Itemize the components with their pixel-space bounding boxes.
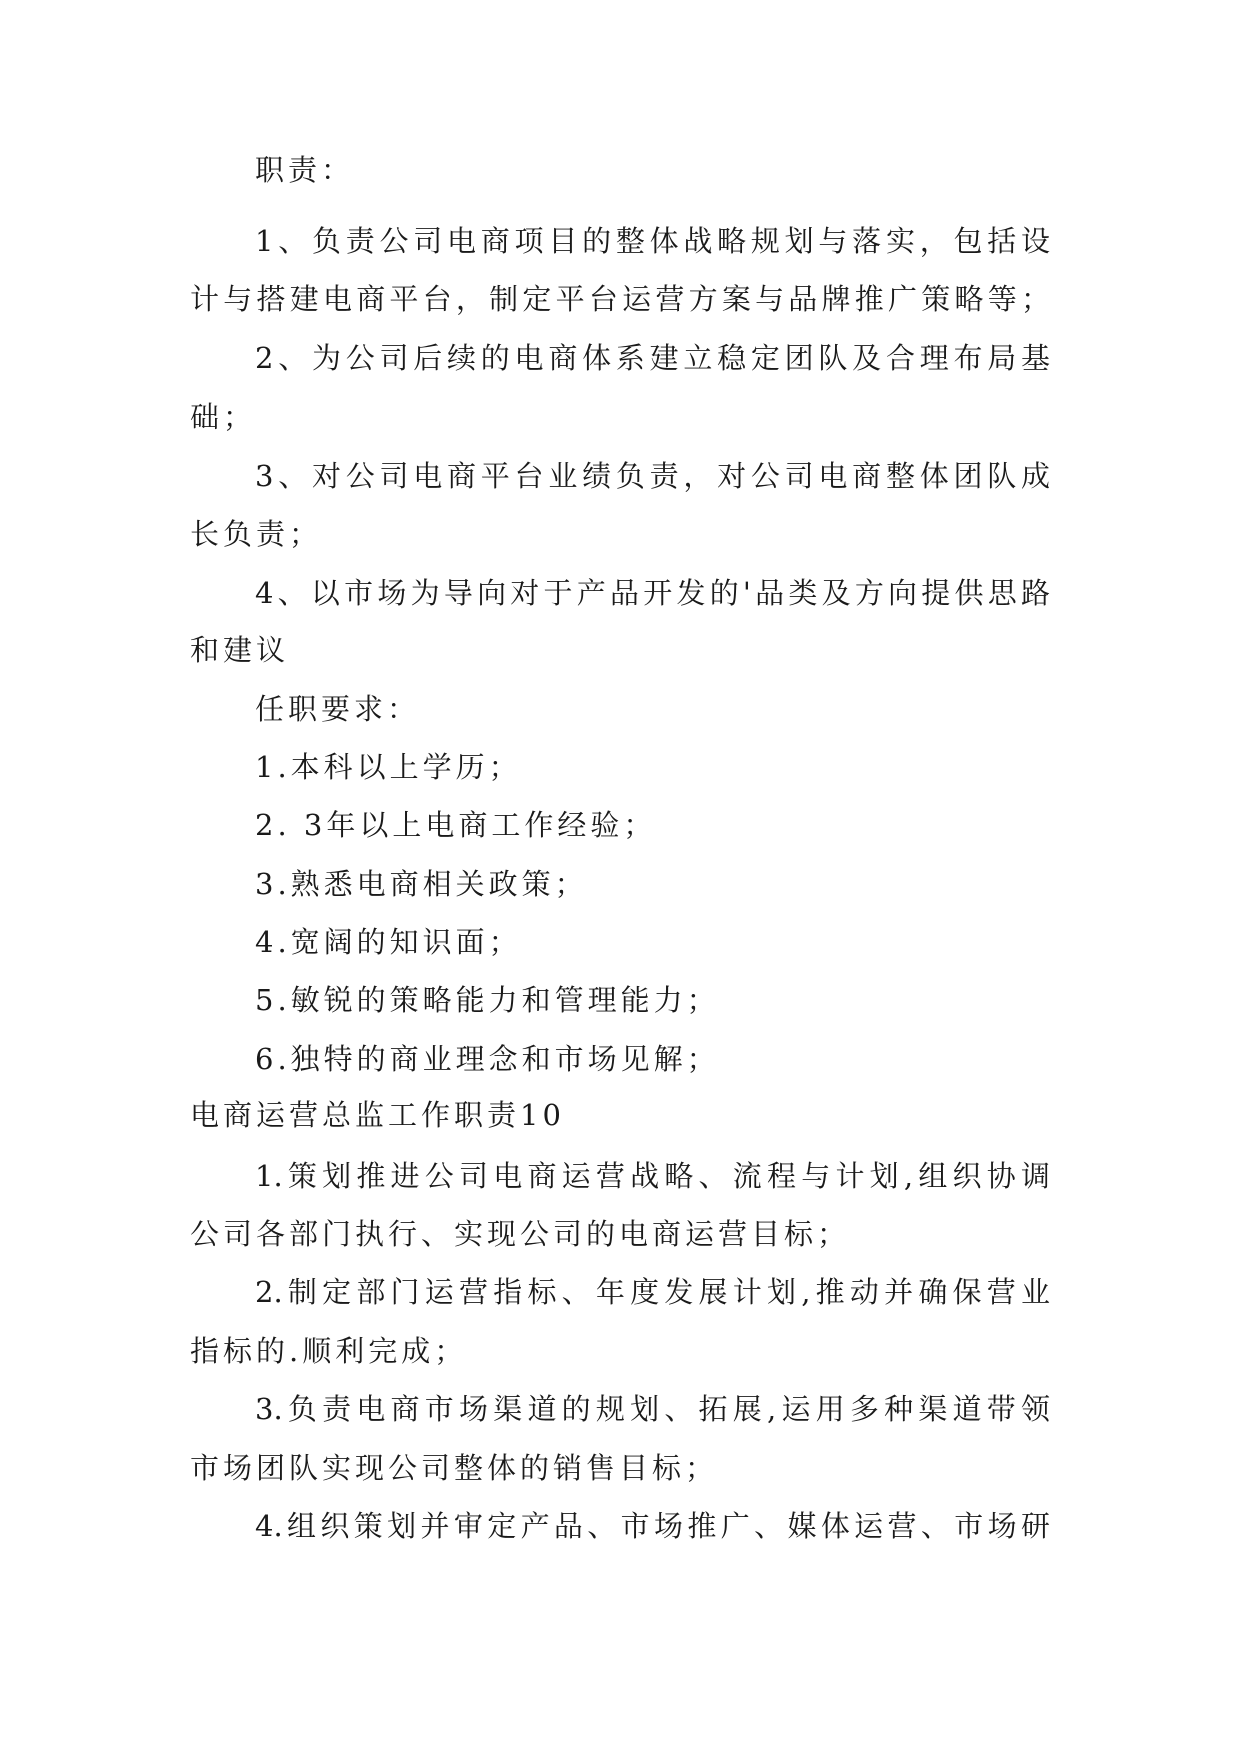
text-line: 和建议 bbox=[190, 633, 290, 667]
text-line: 4、以市场为导向对于产品开发的'品类及方向提供思路 bbox=[255, 576, 1050, 610]
text-line: 2、为公司后续的电商体系建立稳定团队及合理布局基 bbox=[255, 341, 1050, 375]
text-line: 任职要求： bbox=[255, 692, 421, 726]
section-heading: 电商运营总监工作职责10 bbox=[190, 1098, 565, 1132]
text-line: 市场团队实现公司整体的销售目标； bbox=[190, 1451, 719, 1485]
text-line: 2.制定部门运营指标、年度发展计划,推动并确保营业 bbox=[255, 1275, 1050, 1309]
text-line: 2. 3年以上电商工作经验； bbox=[255, 808, 657, 842]
text-line: 指标的.顺利完成； bbox=[190, 1334, 468, 1368]
text-line: 公司各部门执行、实现公司的电商运营目标； bbox=[190, 1217, 851, 1251]
text-line: 础； bbox=[190, 400, 257, 434]
text-line: 3.负责电商市场渠道的规划、拓展,运用多种渠道带领 bbox=[255, 1392, 1050, 1426]
text-line: 长负责； bbox=[190, 517, 323, 551]
text-line: 计与搭建电商平台，制定平台运营方案与品牌推广策略等； bbox=[190, 282, 1050, 316]
text-line: 1、负责公司电商项目的整体战略规划与落实，包括设 bbox=[255, 224, 1050, 258]
text-line: 6.独特的商业理念和市场见解； bbox=[255, 1042, 720, 1076]
text-line: 1.策划推进公司电商运营战略、流程与计划,组织协调 bbox=[255, 1159, 1050, 1193]
text-line: 3.熟悉电商相关政策； bbox=[255, 867, 588, 901]
text-line: 3、对公司电商平台业绩负责，对公司电商整体团队成 bbox=[255, 459, 1050, 493]
text-line: 5.敏锐的策略能力和管理能力； bbox=[255, 983, 720, 1017]
text-line: 4.组织策划并审定产品、市场推广、媒体运营、市场研 bbox=[255, 1509, 1050, 1543]
text-line: 1.本科以上学历； bbox=[255, 750, 522, 784]
text-line: 职责： bbox=[255, 153, 355, 187]
text-line: 4.宽阔的知识面； bbox=[255, 925, 522, 959]
